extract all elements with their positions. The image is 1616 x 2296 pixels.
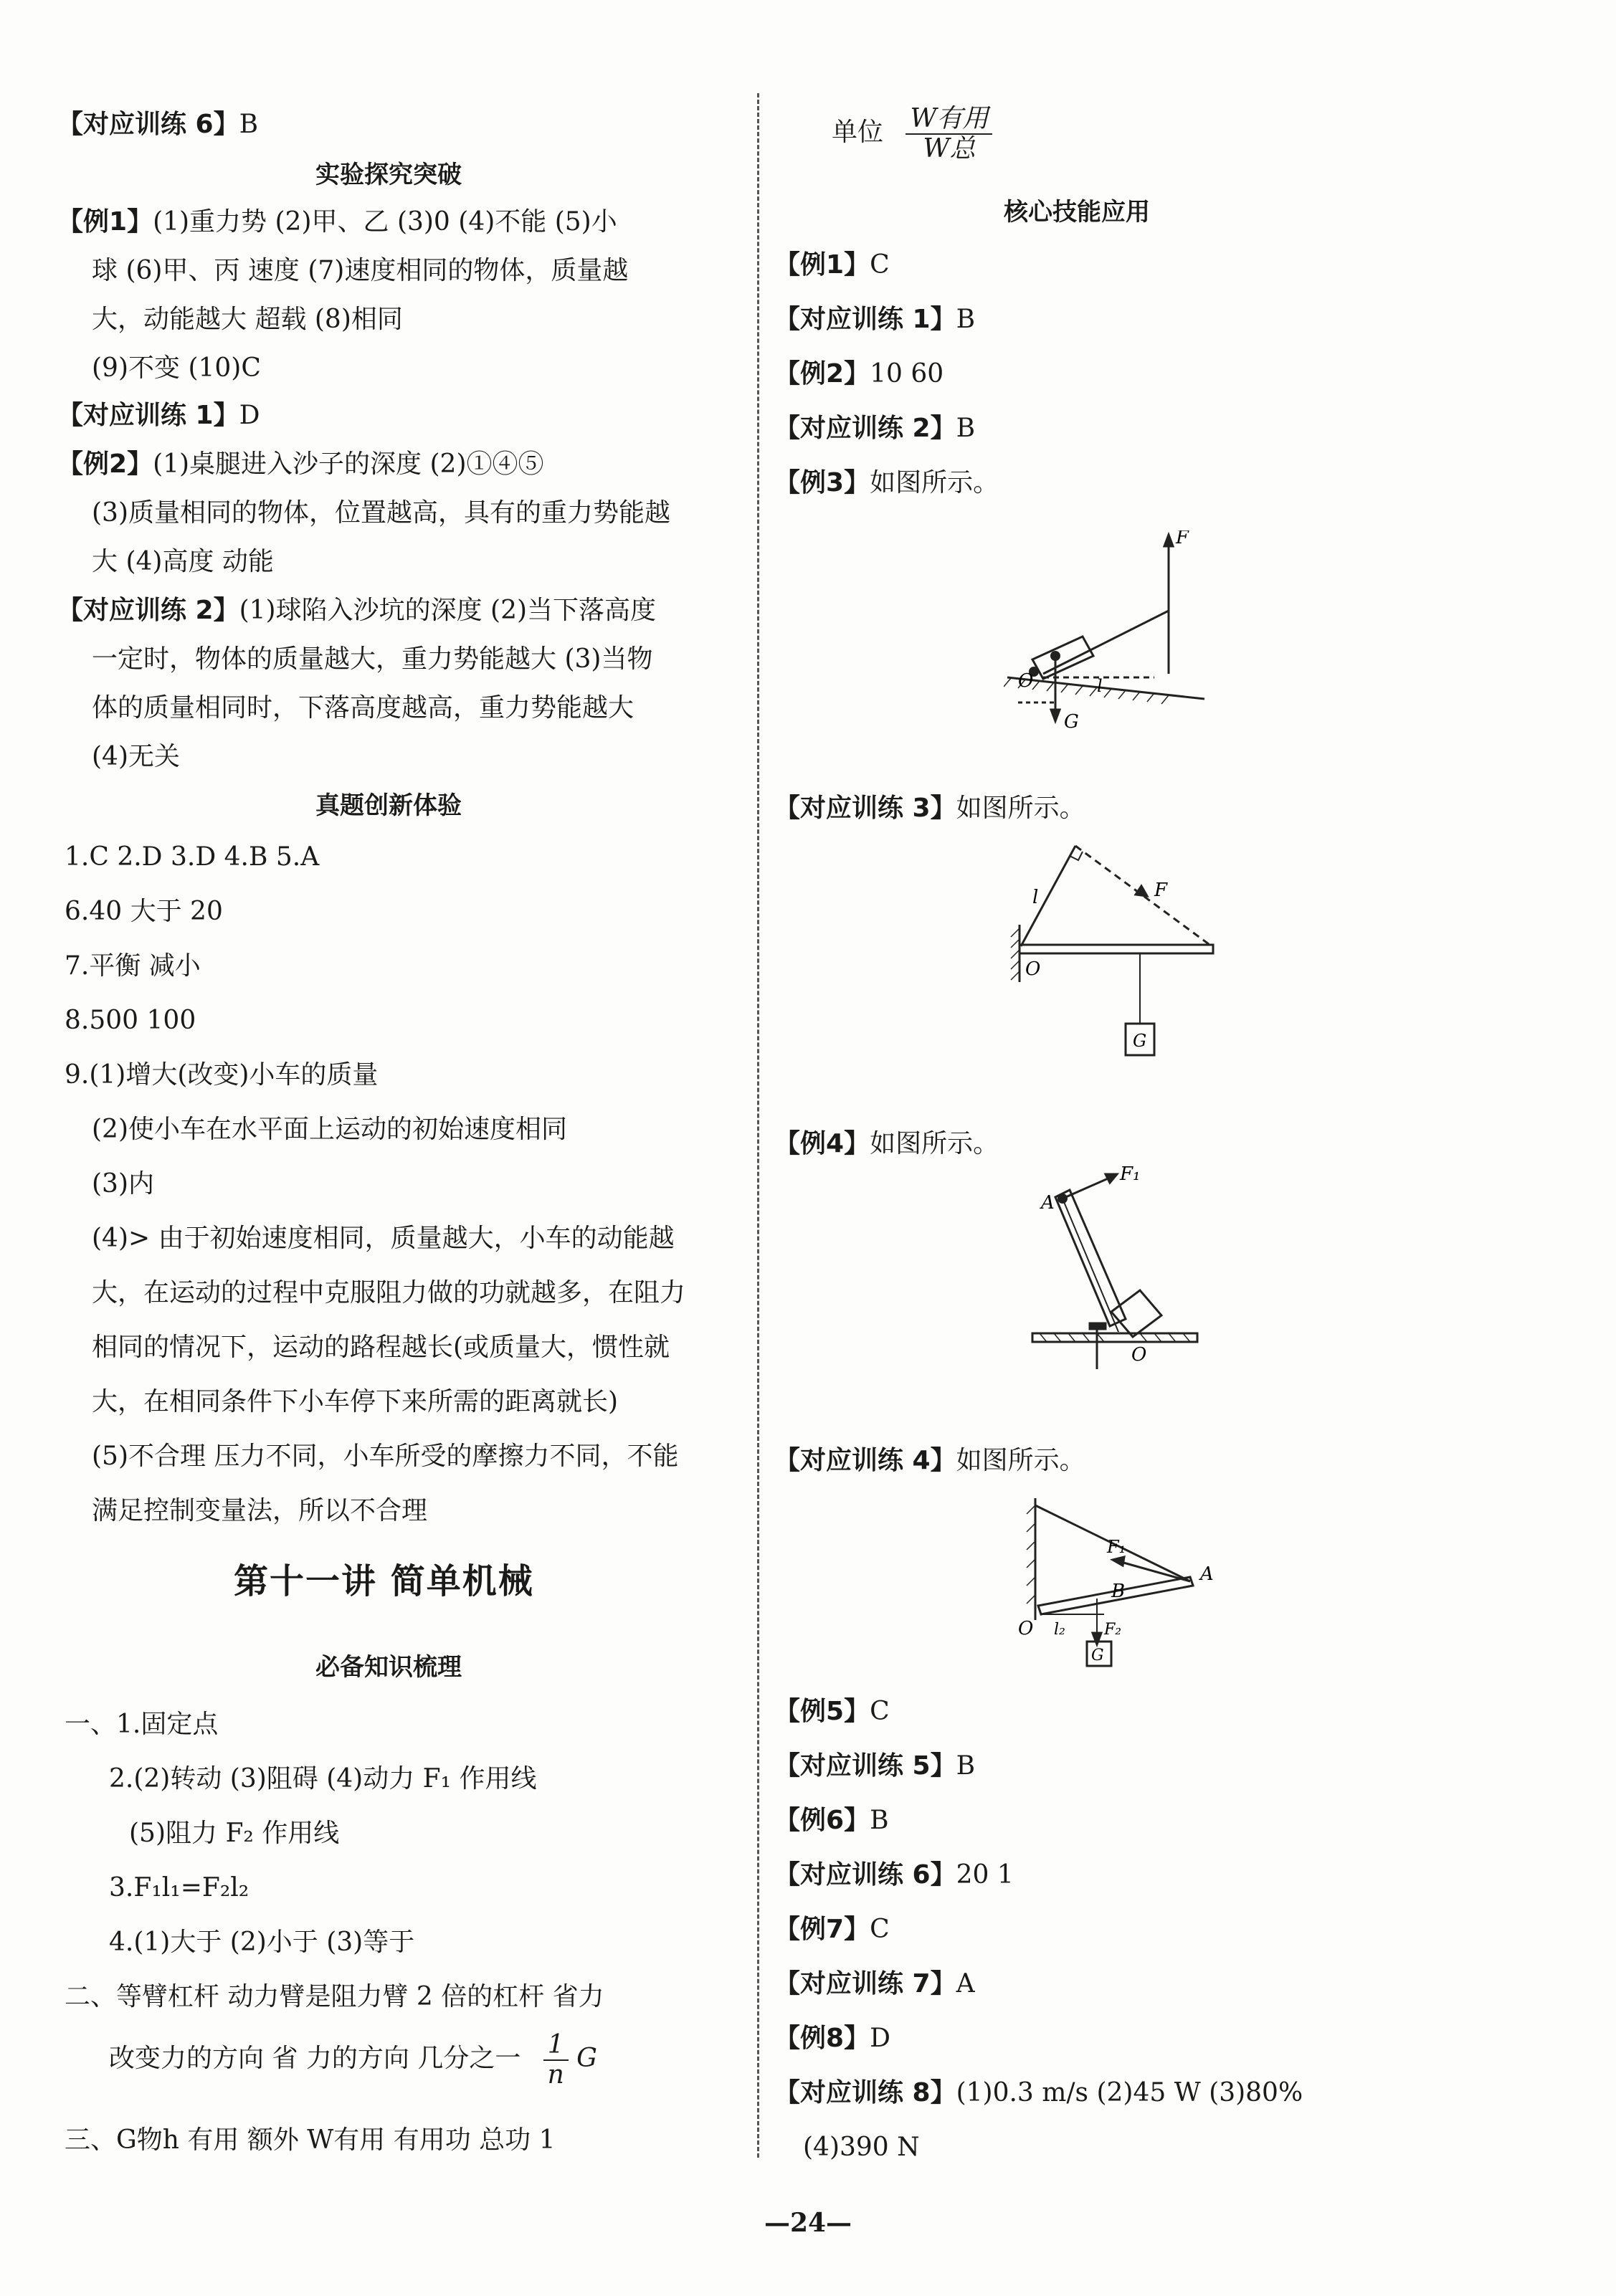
answer-line: 【例1】C [774,250,890,280]
answer-line: 【对应训练 5】B [774,1751,976,1781]
answer-line: (3)内 [92,1169,154,1199]
answer-line: (4)390 N [803,2133,920,2162]
answer-line: 【例3】如图所示。 [774,468,999,497]
answer-line: (4)> 由于初始速度相同，质量越大，小车的动能越 [92,1224,675,1253]
label-O: O [1131,1344,1147,1366]
label-A: A [1200,1563,1214,1585]
answer-line: 1.C 2.D 3.D 4.B 5.A [65,842,320,872]
label-O: O [1025,958,1041,980]
answer-line: 大，动能越大 超载 (8)相同 [92,305,403,334]
chapter-title: 第十一讲 简单机械 [234,1561,534,1601]
force-arrow [1106,1174,1117,1183]
column-divider [757,93,759,2158]
answer-line: (3)质量相同的物体，位置越高，具有的重力势能越 [92,498,670,528]
wall-hatch [1011,928,1019,980]
center-point [1050,651,1060,661]
answer-line: 【对应训练 3】如图所示。 [774,794,1085,823]
label-l: l [1032,887,1039,908]
hammer-head [1111,1290,1161,1337]
answer-line: 4.(1)大于 (2)小于 (3)等于 [109,1928,415,1957]
figure-wall-bracket [1004,839,1233,1075]
fraction: $\frac{1}{n}$ [543,2031,569,2090]
label-A: A [1041,1192,1055,1214]
label-l: l [1097,676,1103,696]
answer-line: 二、等臂杠杆 动力臂是阻力臂 2 倍的杠杆 省力 [65,1982,604,2011]
force-arrow [1113,1557,1124,1566]
beam [1019,945,1213,953]
label-O: O [1018,1618,1034,1639]
lever-arm [1043,611,1169,674]
answer-line: 【例4】如图所示。 [774,1129,999,1158]
answer-line: 【对应训练 2】(1)球陷入沙坑的深度 (2)当下落高度 [57,596,657,625]
answer-line: (4)无关 [92,742,180,771]
force-arrow [1164,535,1173,546]
answer-line: 【例1】(1)重力势 (2)甲、乙 (3)0 (4)不能 (5)小 [57,207,617,237]
answer-line: (5)阻力 F₂ 作用线 [129,1819,340,1848]
answer-line: 【对应训练 6】20 1 [774,1860,1014,1890]
section-heading: 真题创新体验 [315,791,462,820]
figure-incline-lever [1004,530,1233,731]
wall-hatch [1027,1505,1035,1604]
force-arm [1063,1199,1118,1332]
plank-hatch [1040,1333,1190,1342]
label-G: G [1133,1031,1147,1051]
answer-line: 【例8】D [774,2024,890,2053]
label-O: O [1018,670,1034,692]
answer-line: 大 (4)高度 动能 [92,547,274,576]
answer-line: 【对应训练 1】D [57,401,260,430]
label-F1: F₁ [1120,1163,1141,1185]
answer-line: 体的质量相同时，下落高度越高，重力势能越大 [92,693,634,723]
answer-line: 2.(2)转动 (3)阻碍 (4)动力 F₁ 作用线 [109,1764,537,1794]
answer-line: (9)不变 (10)C [92,353,261,383]
answer-line: (5)不合理 压力不同，小车所受的摩擦力不同，不能 [92,1442,679,1471]
answer-line: 【对应训练 4】如图所示。 [774,1446,1085,1475]
section-heading: 核心技能应用 [1004,198,1150,227]
answer-line: 8.500 100 [65,1006,196,1035]
section-heading: 必备知识梳理 [315,1653,462,1682]
label-B: B [1111,1581,1126,1602]
section-heading: 实验探究突破 [315,161,462,189]
figure-hammer [1025,1161,1212,1376]
answer-line: 【对应训练 8】(1)0.3 m/s (2)45 W (3)80% [774,2078,1303,2107]
nail-head [1090,1323,1106,1329]
answer-line: 【例7】C [774,1915,890,1944]
answer-line: 【对应训练 1】B [774,305,976,334]
fraction: $\frac{\text{W有用}}{\text{W总}}$ [906,105,992,163]
force-arrow [1136,886,1147,896]
answer-line: 6.40 大于 20 [65,897,223,926]
arm-l [1021,846,1075,946]
label-l2: l₂ [1054,1621,1065,1639]
label-F: F [1154,880,1168,901]
answer-line: 三、G物h 有用 额外 W有用 有用功 总功 1 [65,2125,556,2155]
answer-line: 一定时，物体的质量越大，重力势能越大 (3)当物 [92,644,653,674]
answer-line: 7.平衡 减小 [65,951,201,981]
label-F: F [1176,530,1189,548]
answer-line: 3.F₁l₁=F₂l₂ [109,1873,249,1902]
answer-line: 【对应训练 7】A [774,1969,975,1999]
block [1032,637,1093,679]
answer-line: 【对应训练 2】B [774,414,976,443]
gravity-arrow [1051,710,1060,721]
label-F2: F₂ [1104,1621,1122,1639]
answer-line: 一、1.固定点 [65,1710,219,1739]
answer-line: 球 (6)甲、丙 速度 (7)速度相同的物体，质量越 [92,256,629,285]
figure-wall-lever [1018,1491,1233,1677]
label-G: G [1091,1647,1104,1664]
answer-line: 改变力的方向 省 力的方向 几分之一 $\frac{1}{n}$ G [109,2030,597,2090]
label-G: G [1064,711,1079,731]
hammer-handle [1055,1190,1126,1326]
answer-line: 大，在运动的过程中克服阻力做的功就越多，在阻力 [92,1278,686,1307]
answer-line: 【对应训练 6】B [57,110,259,139]
answer-line: 【例2】(1)桌腿进入沙子的深度 (2)①④⑤ [57,449,544,479]
point-A [1057,1194,1068,1204]
answer-line: 【例6】B [774,1806,889,1835]
answer-line: (2)使小车在水平面上运动的初始速度相同 [92,1115,567,1144]
answer-line: 【例2】10 60 [774,359,944,389]
answer-line: 大，在相同条件下小车停下来所需的距离就长) [92,1387,619,1416]
answer-line: 【例5】C [774,1697,890,1726]
answer-line: 单位 $\frac{\text{W有用}}{\text{W总}}$ [832,100,992,165]
label-F1: F₁ [1107,1537,1126,1557]
gravity-arrow [1093,1633,1101,1644]
force-F1 [1063,1177,1111,1199]
answer-line: 满足控制变量法，所以不合理 [92,1496,428,1525]
page-number: —24— [764,2208,852,2238]
answer-line: 相同的情况下，运动的路程越长(或质量大，惯性就 [92,1333,670,1362]
answer-line: 9.(1)增大(改变)小车的质量 [65,1060,379,1090]
